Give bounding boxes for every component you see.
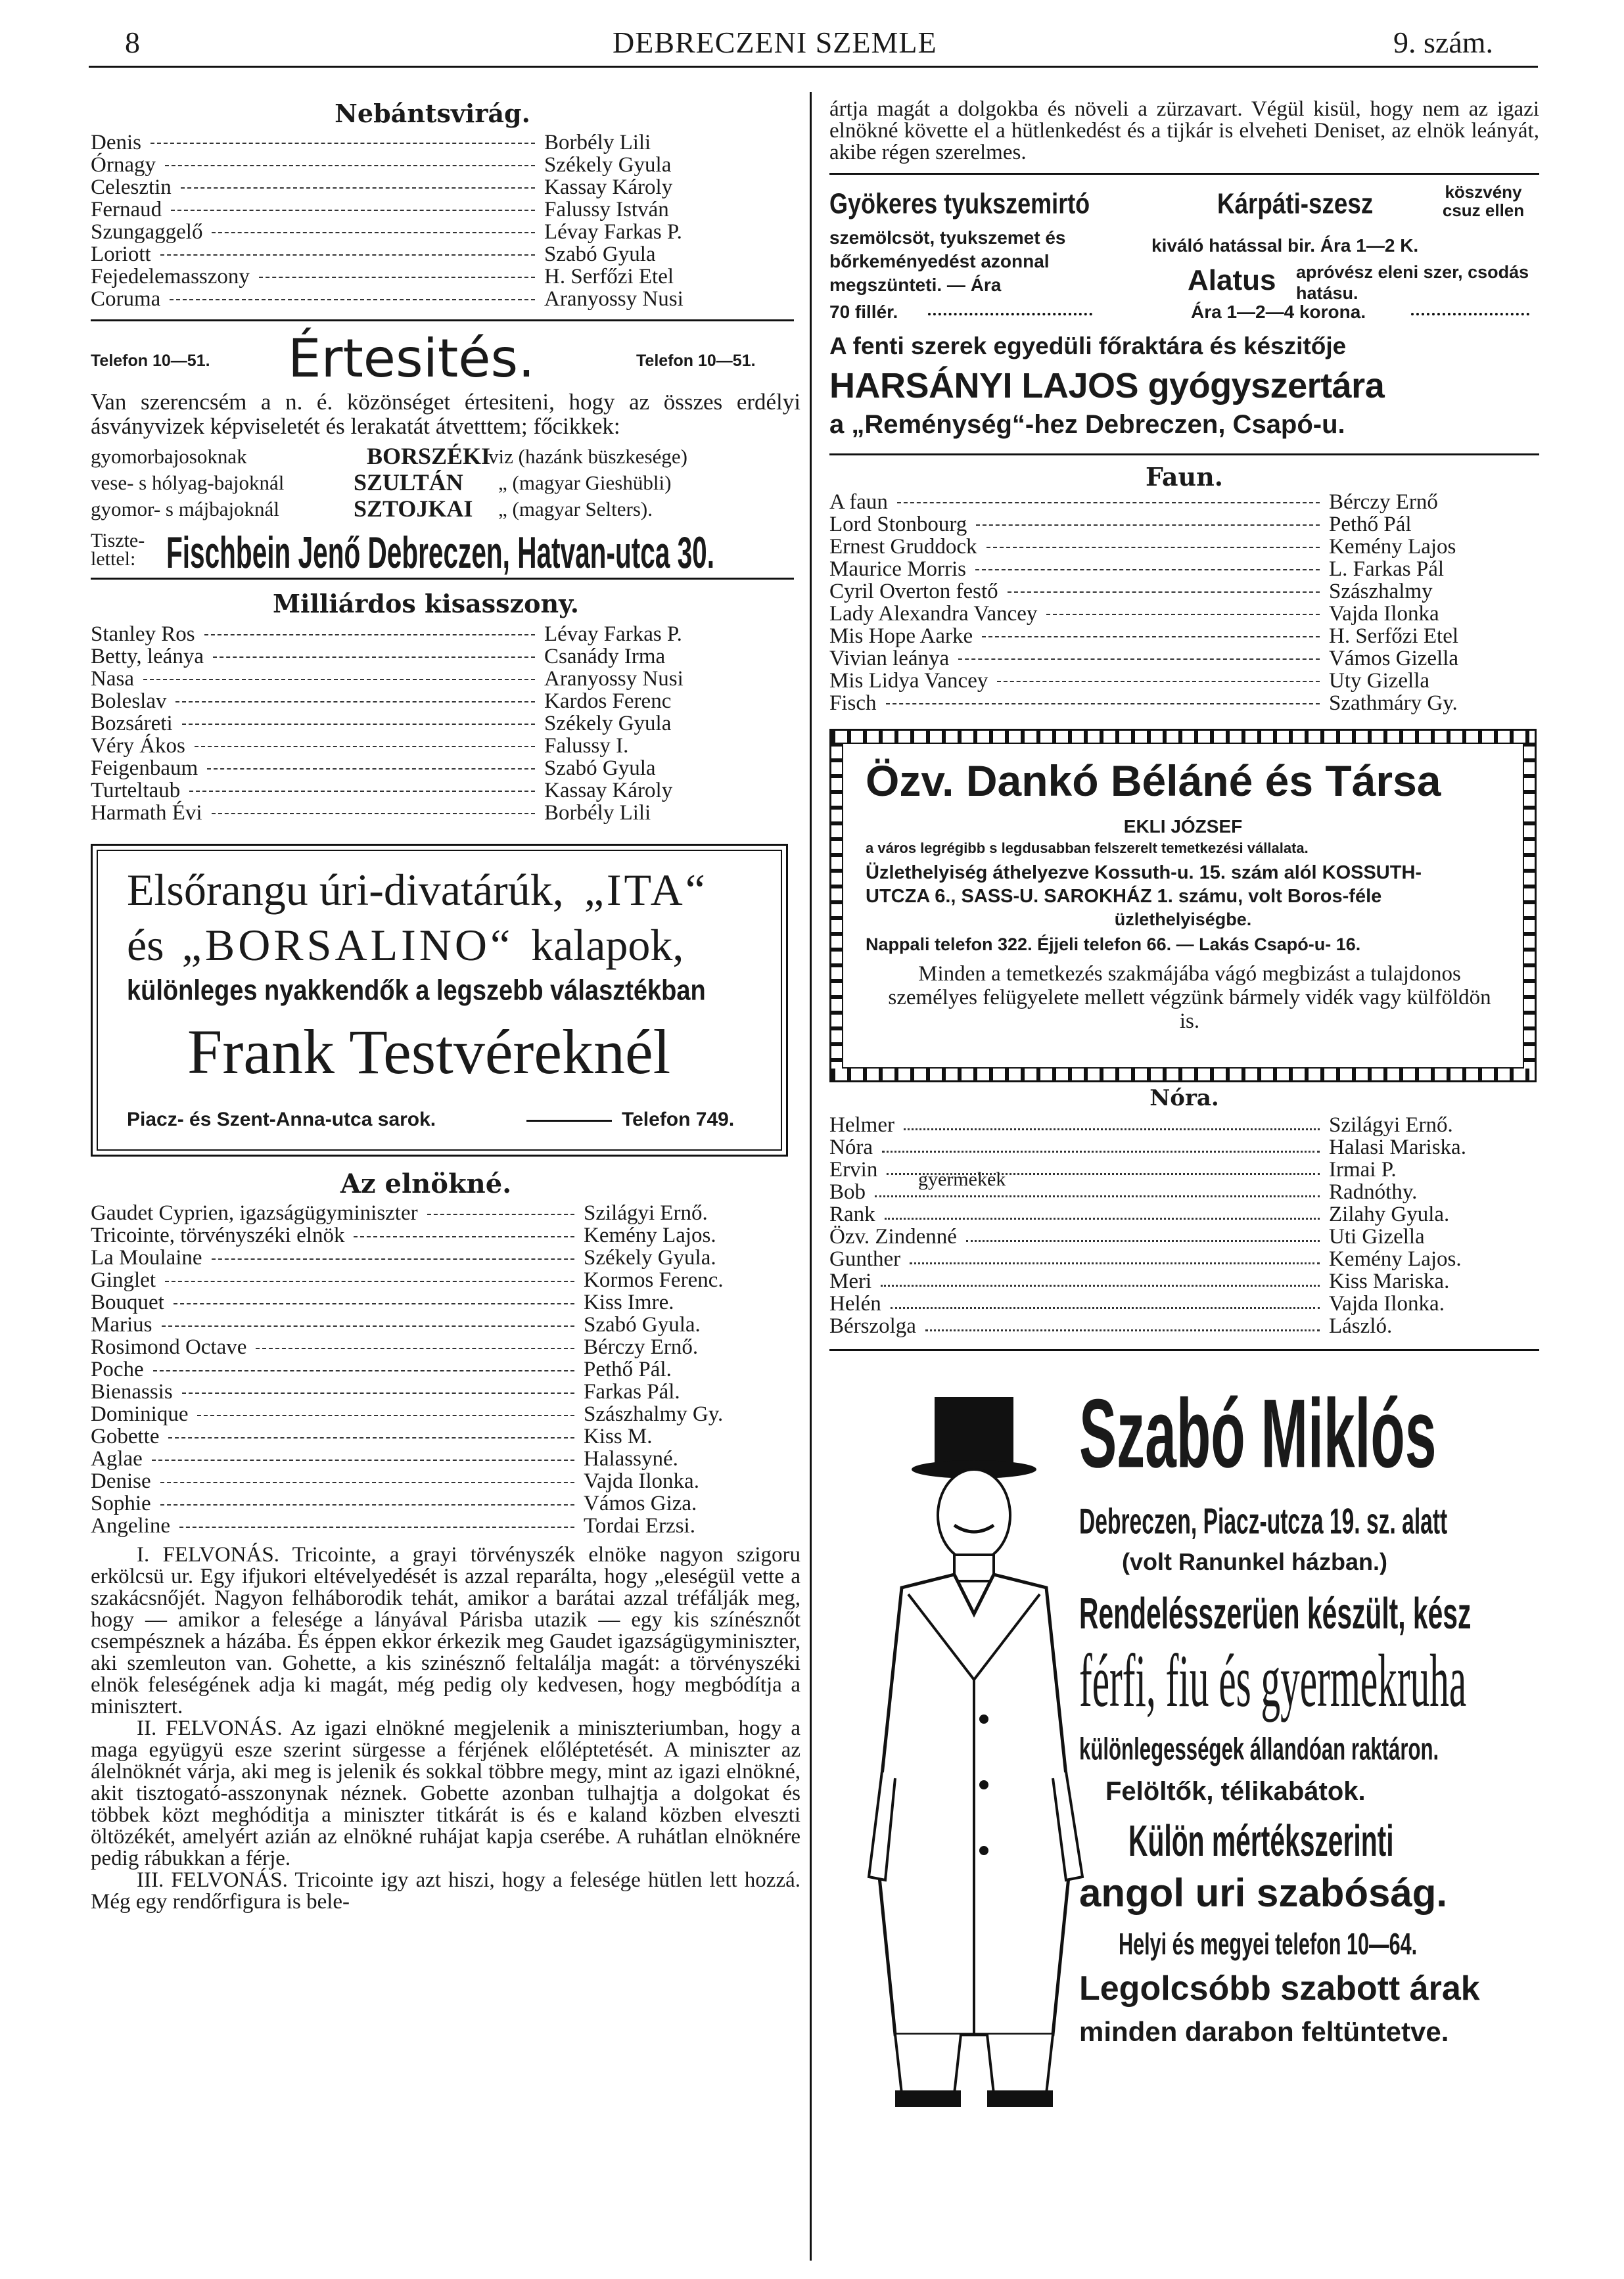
leader-line (182, 1393, 574, 1394)
actor-name: Székely Gyula (544, 712, 672, 735)
right-column (829, 99, 1539, 2120)
danko-line2: UTCZA 6., SASS-U. SAROKHÁZ 1. számu, volt Boros-féle (866, 886, 1382, 907)
role-name: La Moulaine (91, 1246, 202, 1270)
szabo-line4: Felöltők, télikabátok. (1105, 1777, 1366, 1806)
role-name: Boleslav (91, 689, 167, 713)
leader-line (976, 524, 1320, 526)
leader-line (212, 813, 535, 814)
leader-line (1046, 614, 1320, 615)
leader-line (958, 658, 1320, 660)
ertesites-item (91, 469, 800, 495)
frank-line1a: Elsőrangu úri-divatárúk, (127, 865, 564, 915)
leader-line (891, 1307, 1320, 1309)
actor-name: Vámos Giza. (584, 1492, 697, 1515)
leader-line (904, 1128, 1320, 1130)
actor-name: H. Serfőzi Etel (1329, 624, 1459, 648)
signature-prefix-2: lettel: (91, 548, 136, 570)
elnokne-cast-list (91, 1203, 800, 1538)
actor-name: Kormos Ferenc. (584, 1268, 724, 1292)
role-name: Bozsáreti (91, 712, 173, 735)
frank-line2a: és (127, 920, 164, 970)
role-name: Fernaud (91, 198, 162, 221)
journal-title: DEBRECZENI SZEMLE (613, 26, 937, 59)
leader-line (197, 1415, 574, 1416)
actor-name: L. Farkas Pál (1329, 557, 1445, 581)
role-name: Meri (829, 1270, 872, 1293)
elnokne-continuation: ártja magát a dolgokba és növeli a zürzavart. Végül kisül, hogy nem az igazi elnökné követte el a hütlenkedést és a tijkár is elveheti Deniset, az elnök leányát, akibe régen szerelmes. (829, 97, 1539, 164)
role-name: Sophie (91, 1492, 151, 1515)
nebantsvirag-cast-row (91, 288, 800, 310)
elnokne-cast-row (91, 1493, 800, 1515)
milliardos-cast-row (91, 668, 800, 690)
nebantsvirag-cast-row (91, 154, 800, 176)
actor-name: Kemény Lajos (1329, 535, 1456, 559)
role-name: Helmer (829, 1113, 894, 1137)
szabo-address: Debreczen, Piacz-utcza 19. sz. alatt (1079, 1501, 1448, 1542)
elnokne-cast-row (91, 1203, 800, 1225)
frank-ad (91, 844, 788, 1157)
actor-name: Szászhalmy Gy. (584, 1402, 724, 1426)
role-name: Fejedelemasszony (91, 265, 250, 288)
leader-line (885, 1218, 1320, 1220)
nora-cast-row (829, 1203, 1539, 1226)
role-name: Bob (829, 1180, 866, 1204)
role-name: Fisch (829, 691, 877, 715)
role-name: Coruma (91, 287, 161, 311)
karpati-body: kiváló hatással bir. Ára 1—2 K. (1151, 235, 1419, 256)
ertesites-item (91, 495, 800, 521)
role-name: Denis (91, 131, 141, 154)
leader-line (212, 232, 535, 233)
frank-phone: Telefon 749. (622, 1109, 735, 1130)
nora-title: Nóra. (1149, 1085, 1219, 1111)
frank-address: Piacz- és Szent-Anna-utca sarok. (127, 1109, 436, 1130)
karpati-sup: köszvény csuz ellen (1442, 182, 1525, 220)
elnokne-cast-row (91, 1471, 800, 1493)
leader-line (212, 1258, 574, 1260)
role-name: Nóra (829, 1136, 873, 1159)
leader-line (170, 299, 535, 300)
leader-line (259, 277, 535, 278)
actor-name: Lévay Farkas P. (544, 622, 682, 646)
elnokne-cast-row (91, 1225, 800, 1247)
nebantsvirag-cast-row (91, 221, 800, 243)
faun-cast-row (829, 603, 1539, 625)
actor-name: Falussy I. (544, 734, 629, 758)
frank-line3: különleges nyakkendők a legszebb választékban (127, 975, 706, 1007)
leader-line (195, 746, 535, 747)
item-for: vese- s hólyag-bajoknál (91, 471, 285, 494)
actor-name: Halassyné. (584, 1447, 678, 1471)
nora-cast-row (829, 1270, 1539, 1293)
left-column (91, 99, 800, 1913)
nebantsvirag-cast-row (91, 198, 800, 221)
karpati-title: Kárpáti-szesz (1217, 188, 1374, 220)
actor-name: Kemény Lajos. (1329, 1247, 1462, 1271)
role-name: Marius (91, 1313, 152, 1337)
ertesites-title: Értesités. (288, 328, 535, 389)
danko-phones: Nappali telefon 322. Éjjeli telefon 66. — Lakás Csapó-u- 16. (866, 934, 1361, 954)
leader-line (925, 1329, 1320, 1331)
role-name: Nasa (91, 667, 134, 691)
szabo-line5: Külön mértékszerinti (1128, 1817, 1394, 1866)
szabo-line3: különlegességek állandóan raktáron. (1079, 1732, 1439, 1767)
elnokne-cast-row (91, 1426, 800, 1448)
leader-line (986, 547, 1320, 548)
nebantsvirag-cast-list (91, 131, 800, 310)
role-name: Lady Alexandra Vancey (829, 602, 1038, 626)
actor-name: Irmai P. (1329, 1158, 1397, 1182)
role-name: Helén (829, 1292, 881, 1316)
leader-line (966, 1240, 1320, 1242)
role-name: Dominique (91, 1402, 189, 1426)
milliardos-cast-row (91, 712, 800, 735)
milliardos-cast-row (91, 735, 800, 757)
danko-subtitle: EKLI JÓZSEF (1123, 816, 1243, 837)
role-name: Rank (829, 1203, 875, 1226)
nora-cast-row (829, 1226, 1539, 1248)
leader-line (997, 681, 1320, 682)
role-name: Cyril Overton festő (829, 580, 998, 603)
role-name: Véry Ákos (91, 734, 185, 758)
leader-line (179, 1527, 574, 1528)
elnokne-cast-row (91, 1270, 800, 1292)
faun-cast-row (829, 625, 1539, 647)
issue-number: 9. szám. (1393, 26, 1494, 59)
szabo-line2: férfi, fiu és gyermekruha (1079, 1640, 1467, 1723)
role-name: Mis Lidya Vancey (829, 669, 988, 693)
actor-name: Uty Gizella (1329, 669, 1430, 693)
actor-name: Vámos Gizella (1329, 647, 1459, 670)
role-name: Celesztin (91, 175, 172, 199)
leader-line (160, 254, 535, 256)
ertesites-items (91, 442, 800, 521)
faun-cast-row (829, 692, 1539, 714)
milliardos-cast-row (91, 779, 800, 802)
actor-name: Borbély Lili (544, 131, 651, 154)
nebantsvirag-cast-row (91, 176, 800, 198)
szabo-line6: angol uri szabóság. (1079, 1871, 1448, 1915)
signature-prefix-1: Tiszte- (91, 530, 145, 551)
milliardos-cast-list (91, 623, 800, 824)
actor-name: Szathmáry Gy. (1329, 691, 1458, 715)
role-name: Loriott (91, 242, 151, 266)
ertesites-intro: Van szerencsém a n. é. közönséget értesiteni, hogy az összes erdélyi ásványvizek képviseletét és lerakatát átvetttem; főcikkek: (91, 389, 800, 439)
elnokne-cast-row (91, 1448, 800, 1471)
faun-cast-list (829, 491, 1539, 714)
elnokne-cast-row (91, 1247, 800, 1270)
role-name: Özv. Zindenné (829, 1225, 957, 1249)
leader-line (207, 768, 535, 770)
faun-cast-row (829, 536, 1539, 558)
role-name: Lord Stonbourg (829, 513, 967, 536)
actor-name: Szászhalmy (1329, 580, 1433, 603)
leader-line (182, 724, 535, 725)
frank-line1b: „ITA“ (584, 865, 708, 915)
brace-label: gyermekek (918, 1168, 1006, 1190)
header-rule (89, 66, 1538, 68)
danko-tagline: a város legrégibb s legdusabban felszerelt temetkezési vállalata. (866, 840, 1309, 856)
leader-line (143, 679, 535, 680)
role-name: Gobette (91, 1425, 160, 1448)
ertesites-phone-left: Telefon 10—51. (91, 352, 210, 370)
nebantsvirag-cast-row (91, 265, 800, 288)
role-name: Angeline (91, 1514, 170, 1538)
role-name: Bienassis (91, 1380, 173, 1404)
actor-name: Falussy István (544, 198, 669, 221)
leader-line (1008, 591, 1320, 593)
tyukszemirto-body: szemölcsöt, tyukszemet és bőrkeményedést azonnal megszünteti. — Ára (829, 227, 1066, 295)
role-name: Rosimond Octave (91, 1335, 247, 1359)
role-name: Denise (91, 1469, 151, 1493)
elnokne-cast-row (91, 1337, 800, 1359)
leader-line (881, 1285, 1320, 1287)
role-name: Tricointe, törvényszéki elnök (91, 1224, 345, 1247)
synopsis-paragraph: II. FELVONÁS. Az igazi elnökné megjelenik a miniszteriumban, hogy a maga együgyü esze szerint sürgesse a férjének előléptetését. A miniszter az álelnöknét várja, aki meg is jelenik és sokkal többre megy, mint az igazi elnökné, akit tisztogató-asszonynak néznek. Gobette azonban tulhajtja a dolgokat és többek közt meghóditja a miniszter titkárát is és e kaland közben elveszti öltözékét, amelyért azián az elnökné ruhájat kapja cserébe. A ruhátlan elnöknére pedig rábukkan a férje. (91, 1716, 800, 1870)
szabo-line8: Legolcsóbb szabott árak (1079, 1969, 1480, 2008)
frank-line2c: kalapok, (531, 920, 684, 970)
item-for: gyomor- s májbajoknál (91, 497, 279, 520)
nora-cast-row (829, 1315, 1539, 1337)
role-name: Ervin (829, 1158, 878, 1182)
leader-line (171, 210, 535, 211)
role-name: Harmath Évi (91, 801, 202, 825)
actor-name: Aranyossy Nusi (544, 287, 684, 311)
leader-line (882, 1151, 1320, 1153)
ertesites-signature-row (91, 525, 800, 578)
item-note: „ (magyar Selters). (498, 497, 653, 520)
leader-line (168, 1437, 574, 1439)
actor-name: Vajda Ilonka (1329, 602, 1439, 626)
alatus-note: apróvész eleni szer, csodás hatásu. (1296, 262, 1529, 303)
actor-name: Csanády Irma (544, 645, 666, 668)
role-name: Vivian leánya (829, 647, 950, 670)
role-name: Turteltaub (91, 779, 181, 802)
milliardos-title: Milliárdos kisasszony. (272, 589, 580, 618)
role-name: Ginglet (91, 1268, 156, 1292)
ertesites-block (91, 327, 800, 390)
actor-name: Halasi Mariska. (1329, 1136, 1466, 1159)
actor-name: Kassay Károly (544, 779, 673, 802)
actor-name: Kiss M. (584, 1425, 653, 1448)
faun-cast-row (829, 670, 1539, 692)
nora-cast-list (829, 1114, 1539, 1337)
leader-line (189, 791, 535, 792)
leader-line (162, 1325, 574, 1327)
alatus-price: Ára 1—2—4 korona. (1191, 302, 1366, 322)
szabo-name: Szabó Miklós (1079, 1379, 1437, 1488)
leader-line (982, 636, 1320, 637)
actor-name: Aranyossy Nusi (544, 667, 684, 691)
nebantsvirag-title: Nebántsvirág. (335, 99, 530, 128)
nora-cast-row (829, 1136, 1539, 1159)
milliardos-cast-row (91, 802, 800, 824)
actor-name: Vajda Ilonka. (1329, 1292, 1445, 1316)
harsanyi-address: a „Reménység“-hez Debreczen, Csapó-u. (829, 410, 1345, 439)
leader-line (204, 634, 535, 635)
column-divider (810, 92, 812, 2261)
nora-cast-row (829, 1114, 1539, 1136)
role-name: Bérszolga (829, 1314, 916, 1338)
leader-line (897, 502, 1320, 503)
ertesites-signature: Fischbein Jenő Debreczen, Hatvan-utca 30. (166, 528, 715, 578)
leader-line (875, 1195, 1320, 1197)
actor-name: László. (1329, 1314, 1393, 1338)
leader-line (910, 1262, 1320, 1264)
actor-name: Borbély Lili (544, 801, 651, 825)
harsanyi-ad (829, 175, 1539, 451)
elnokne-cast-row (91, 1381, 800, 1404)
actor-name: Kemény Lajos. (584, 1224, 716, 1247)
role-name: Stanley Ros (91, 622, 195, 646)
role-name: A faun (829, 490, 888, 514)
item-for: gyomorbajosoknak (91, 445, 247, 468)
elnokne-title: Az elnökné. (340, 1168, 512, 1199)
role-name: Órnagy (91, 153, 156, 177)
nora-cast-row (829, 1293, 1539, 1315)
actor-name: Székely Gyula. (584, 1246, 716, 1270)
actor-name: Kassay Károly (544, 175, 673, 199)
gentleman-illustration (856, 1377, 1092, 2113)
elnokne-cast-row (91, 1359, 800, 1381)
leader-line (151, 143, 535, 144)
alatus-title: Alatus (1188, 264, 1276, 296)
actor-name: Székely Gyula (544, 153, 672, 177)
elnokne-cast-row (91, 1292, 800, 1314)
actor-name: Bérczy Ernő. (584, 1335, 699, 1359)
faun-title: Faun. (1145, 462, 1223, 492)
faun-cast-row (829, 580, 1539, 603)
actor-name: Szilágyi Ernő. (584, 1201, 708, 1225)
actor-name: Radnóthy. (1329, 1180, 1418, 1204)
actor-name: Pethő Pál. (584, 1358, 672, 1381)
danko-title: Özv. Dankó Béláné és Társa (866, 756, 1441, 805)
elnokne-cast-row (91, 1404, 800, 1426)
harsanyi-pharmacy: HARSÁNYI LAJOS gyógyszertára (829, 366, 1385, 405)
szabo-line1: Rendelésszerüen készült, kész (1079, 1590, 1472, 1639)
milliardos-cast-row (91, 645, 800, 668)
danko-line3: üzlethelyiségbe. (1114, 909, 1252, 929)
tyukszemirto-title: Gyökeres tyukszemirtó (829, 188, 1090, 220)
szabo-line9: minden darabon feltüntetve. (1079, 2016, 1449, 2047)
synopsis-paragraph: I. FELVONÁS. Tricointe, a grayi törvényszék elnöke nagyon szigoru erkölcsü ur. Egy ifjukori eltévelyedését is azzal reparálta, hogy „eleségül vette a szakácsnőjét. Nagyon felháborodik tehát, amikor a barátai azzal tréfálják meg, hogy — amikor a felesége a lányával Párisba utazik — egy kis színésznőt csempésznek a házába. És éppen ekkor érkezik meg Gaudet igazságügyminiszter, aki szemleuton van. Gohette, a kis szinésznő feltalálja magát: a törvényszéki elnök feleségének adja ki magát, még pedig oly kedvesen, hogy megbódítja a minisztert. (91, 1543, 800, 1718)
item-name: SZTOJKAI (354, 495, 473, 522)
actor-name: Kiss Imre. (584, 1291, 674, 1314)
leader-line (886, 703, 1320, 704)
role-name: Gunther (829, 1247, 901, 1271)
frank-line2b: „BORSALINO“ (181, 920, 514, 970)
nebantsvirag-cast-row (91, 131, 800, 154)
milliardos-cast-row (91, 690, 800, 712)
leader-line (181, 187, 535, 189)
actor-name: Szabó Gyula (544, 242, 656, 266)
danko-ad (829, 729, 1537, 1082)
actor-name: Vajda Ilonka. (584, 1469, 699, 1493)
top-hat-icon (935, 1397, 1013, 1469)
faun-cast-row (829, 647, 1539, 670)
actor-name: Farkas Pál. (584, 1380, 680, 1404)
leader-line (152, 1460, 574, 1461)
page-number: 8 (125, 26, 140, 59)
actor-name: Kiss Mariska. (1329, 1270, 1450, 1293)
actor-name: Szilágyi Ernő. (1329, 1113, 1453, 1137)
actor-name: Kardos Ferenc (544, 689, 672, 713)
szabo-ad (829, 1351, 1539, 2120)
actor-name: Bérczy Ernő (1329, 490, 1438, 514)
nora-cast-row (829, 1248, 1539, 1270)
actor-name: Szabó Gyula (544, 756, 656, 780)
role-name: Poche (91, 1358, 144, 1381)
harsanyi-line: A fenti szerek egyedüli főraktára és készitője (829, 333, 1347, 359)
faun-cast-row (829, 558, 1539, 580)
elnokne-cast-row (91, 1515, 800, 1538)
tyukszemirto-price: 70 fillér. (829, 302, 898, 322)
role-name: Bouquet (91, 1291, 164, 1314)
role-name: Maurice Morris (829, 557, 967, 581)
szabo-former: (volt Ranunkel házban.) (1122, 1548, 1388, 1575)
item-note: „ (magyar Gieshübli) (498, 471, 672, 494)
actor-name: Tordai Erzsi. (584, 1514, 695, 1538)
nora-cast-row (829, 1158, 1539, 1190)
szabo-line7: Helyi és megyei telefon 10—64. (1119, 1926, 1418, 1962)
leader-line (165, 165, 535, 166)
leader-line (354, 1236, 574, 1237)
leader-line (175, 701, 535, 702)
leader-line (427, 1214, 574, 1215)
item-note: viz (hazánk büszkesége) (488, 445, 687, 468)
leader-line (256, 1348, 574, 1349)
role-name: Szungaggelő (91, 220, 203, 244)
item-name: SZULTÁN (354, 469, 463, 495)
ertesites-phone-right: Telefon 10—51. (636, 352, 756, 370)
actor-name: Zilahy Gyula. (1329, 1203, 1450, 1226)
nora-cast-row (829, 1181, 1539, 1203)
role-name: Betty, leánya (91, 645, 204, 668)
leader-line (975, 569, 1320, 570)
role-name: Gaudet Cyprien, igazságügyminiszter (91, 1201, 418, 1225)
role-name: Mis Hope Aarke (829, 624, 973, 648)
role-name: Feigenbaum (91, 756, 198, 780)
actor-name: Pethő Pál (1329, 513, 1412, 536)
elnokne-synopsis (91, 1544, 800, 1913)
milliardos-cast-row (91, 757, 800, 779)
milliardos-cast-row (91, 623, 800, 645)
actor-name: Szabó Gyula. (584, 1313, 701, 1337)
actor-name: Uti Gizella (1329, 1225, 1425, 1249)
leader-line (160, 1482, 574, 1483)
faun-cast-row (829, 513, 1539, 536)
leader-line (174, 1303, 574, 1304)
actor-name: H. Serfőzi Etel (544, 265, 674, 288)
synopsis-paragraph: III. FELVONÁS. Tricointe igy azt hiszi, hogy a felesége hütlen lett hozzá. Még egy rendőrfigura is bele- (91, 1868, 800, 1914)
item-name: BORSZÉKI (367, 443, 491, 469)
faun-cast-row (829, 491, 1539, 513)
actor-name: Lévay Farkas P. (544, 220, 682, 244)
role-name: Aglae (91, 1447, 143, 1471)
danko-body: Minden a temetkezés szakmájába vágó megbizást a tulajdonos személyes felügyelete mellett végzünk bármely vidék vagy külföldön is. (888, 962, 1491, 1033)
elnokne-cast-row (91, 1314, 800, 1337)
danko-line1: Üzlethelyiség áthelyezve Kossuth-u. 15. szám alól KOSSUTH- (866, 862, 1422, 883)
leader-line (165, 1281, 574, 1282)
frank-company: Frank Testvéreknél (187, 1017, 671, 1087)
nebantsvirag-cast-row (91, 243, 800, 265)
leader-line (153, 1370, 574, 1371)
leader-line (213, 656, 535, 658)
role-name: Ernest Gruddock (829, 535, 977, 559)
leader-line (160, 1504, 574, 1506)
ertesites-item (91, 442, 800, 469)
